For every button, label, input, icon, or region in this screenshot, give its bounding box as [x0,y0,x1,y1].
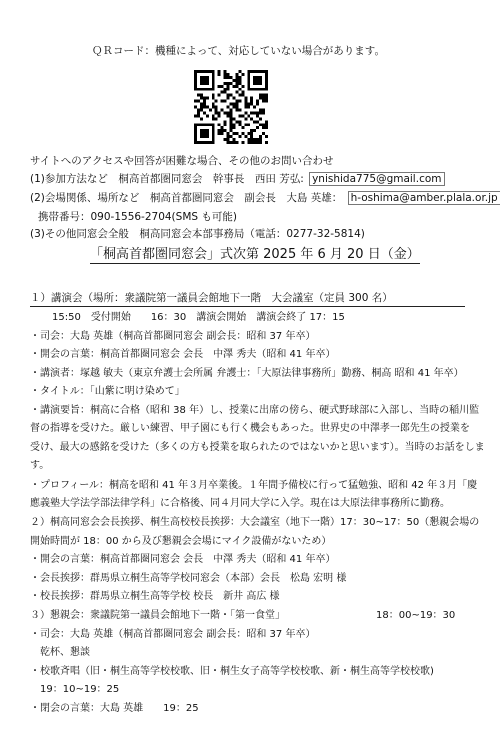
section-1-opening: ・開会の言葉：桐高首都圏同窓会 会長 中澤 秀夫（昭和 41 年卒） [30,349,336,360]
section-3-toast: 乾杯、懇談 [40,647,90,658]
section-1-profile-line: 應義塾大学法学部法律学科」に合格後、同４月同大学に入学。現在は大原法律事務所に勤務。 [30,498,450,509]
section-3-host: ・司会：大島 英雄（桐高首都圏同窓会 副会長：昭和 37 年卒） [30,629,316,640]
section-2-heading-cont: 開始時間が 18：00 から及び懇親会会場にマイク設備がないため） [30,536,332,547]
qr-code[interactable] [194,70,268,144]
vice-chair-email-link[interactable]: h-oshima@amber.plala.or.jp [348,191,500,205]
contact-line-1-label: (1)参加方法など 桐高首都圏同窓会 幹事長 西田 芳弘: [30,173,304,185]
contact-intro: サイトへのアクセスや回答が困難な場合、その他のお問い合わせ [30,155,334,167]
section-3-songs: ・校歌斉唱（旧・桐生高等学校校歌、旧・桐生女子高等学校校歌、新・桐生高等学校校歌) [30,666,434,677]
section-2-principal-greeting: ・校長挨拶：群馬県立桐生高等学校 校長 新井 高広 様 [30,591,280,602]
contact-line-2 [30,193,500,204]
section-1-host: ・司会：大島 英雄（桐高首都圏同窓会 副会長：昭和 37 年卒） [30,331,316,342]
section-1-lecture-title: ・タイトル：「山紫に明け染めて」 [30,386,185,397]
section-1-heading: １）講演会（場所：衆議院第一議員会館地下一階 大会議室（定員 300 名） [30,293,465,307]
contact-line-3: (3)その他同窓会全般 桐高同窓会本部事務局（電話：0277-32-5814) [30,228,365,240]
section-1-profile-line: ・プロフィール：桐高を昭和 41 年３月卒業後。１年間予備校に行って猛勉強、昭和 42 年３月「慶 [30,480,478,491]
section-3-heading: ３）懇親会：衆議院第一議員会館地下一階・「第一食堂」 [30,610,285,621]
contact-phone: 携帯番号：090-1556-2704(SMS も可能) [38,211,237,223]
qr-code-image [194,70,268,144]
contact-line-2-label: (2)会場関係、場所など 桐高首都圏同窓会 副会長 大島 英雄： [30,192,343,204]
section-1-times: 15:50 受付開始 16：30 講演会開始 講演会終了 17：15 [52,312,345,323]
section-1-speaker: ・講演者：塚越 敏夫（東京弁護士会所属 弁護士：「大原法律事務所」勤務、桐高 昭和 41 年卒） [30,368,464,379]
section-3-songs-time: 19：10~19：25 [40,684,120,695]
section-1-summary-line: 受け、最大の感銘を受けた（多くの方も授業を取られたのではないかと思います）。当時のお話をしま [30,442,485,453]
section-3-time: 18：00~19：30 [376,610,456,621]
contact-line-1 [30,174,445,185]
section-3-closing: ・閉会の言葉：大島 英雄 19：25 [30,703,199,714]
section-2-chair-greeting: ・会長挨拶：群馬県立桐生高等学校同窓会（本部）会長 松島 宏明 様 [30,573,347,584]
page-title: 「桐高首都圏同窓会」式次第 2025 年 6 月 20 日（金） [90,247,420,262]
secretary-email-link[interactable]: ynishida775@gmail.com [309,172,444,186]
section-1-summary-line: す。 [30,460,50,471]
section-2-heading: ２）桐高同窓会会長挨拶、桐生高校校長挨拶：大会議室（地下一階）17：30~17：50（懇親会場の [30,517,480,528]
qr-note: ＱＲコード：機種によって、対応していない場合があります。 [92,45,385,57]
section-1-summary-line: ・講演要旨：桐高に合格（昭和 38 年）し、授業に出席の傍ら、硬式野球部に入部し、当時の稲川監 [30,405,480,416]
section-2-opening: ・開会の言葉：桐高首都圏同窓会 会長 中澤 秀夫（昭和 41 年卒） [30,554,336,565]
section-1-summary-line: 督の指導を受けた。厳しい練習、甲子園にも行く機会もあった。世界史の中澤孝一郎先生の授業を [30,423,470,434]
